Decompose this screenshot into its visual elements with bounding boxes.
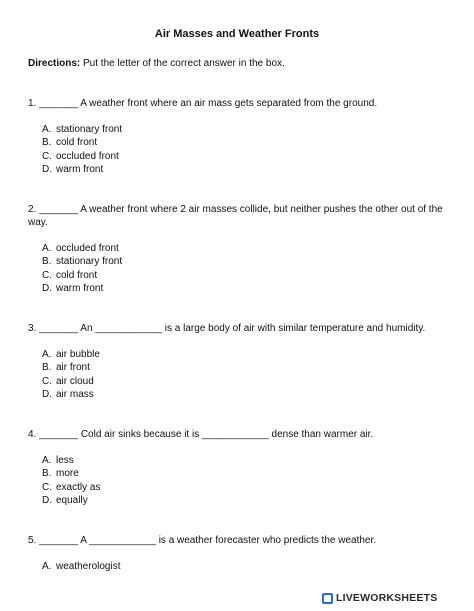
option-letter: D. [42, 282, 52, 294]
option-text: air cloud [56, 375, 94, 387]
question-2: 2. _______ A weather front where 2 air masses collide, but neither pushes the other out of the way. [28, 204, 443, 228]
option[interactable] [42, 494, 100, 507]
option-text: exactly as [56, 481, 101, 493]
option-letter: B. [42, 137, 52, 149]
option[interactable] [42, 361, 100, 374]
worksheet-title: Air Masses and Weather Fronts [154, 28, 320, 40]
option-text: occluded front [56, 243, 119, 254]
option-text: warm front [56, 282, 104, 294]
option-text: air bubble [56, 349, 100, 360]
option[interactable] [42, 375, 100, 388]
question-1-options [42, 123, 122, 176]
question-3: 3. _______ An ____________ is a large body of air with similar temperature and humidity. [28, 323, 426, 334]
question-4-options [42, 454, 100, 507]
option-text: weatherologist [56, 561, 121, 572]
question-5: 5. _______ A ____________ is a weather forecaster who predicts the weather. [28, 535, 377, 546]
option-letter: B. [42, 468, 52, 480]
option[interactable] [42, 348, 100, 361]
option-letter: A. [42, 124, 52, 135]
option[interactable] [42, 163, 122, 176]
option[interactable] [42, 560, 120, 573]
option-letter: D. [42, 494, 52, 506]
option[interactable] [42, 255, 122, 268]
option-letter: C. [42, 150, 52, 162]
question-3-options [42, 348, 100, 401]
question-1: 1. _______ A weather front where an air mass gets separated from the ground. [28, 98, 378, 109]
option-letter: B. [42, 256, 52, 268]
option-text: cold front [56, 269, 98, 281]
option-text: air front [56, 362, 90, 374]
option-letter: A. [42, 455, 52, 466]
option[interactable] [42, 136, 122, 149]
question-5-options [42, 560, 120, 573]
directions [28, 58, 285, 69]
question-2-options [42, 242, 122, 295]
option-letter: D. [42, 163, 52, 175]
option-text: stationary front [56, 124, 123, 135]
option-text: more [56, 468, 79, 480]
option[interactable] [42, 123, 122, 136]
option-letter: A. [42, 561, 52, 572]
liveworksheets-logo-icon [322, 593, 333, 604]
option[interactable] [42, 150, 122, 163]
option-text: less [56, 455, 74, 466]
option-text: air mass [56, 388, 94, 400]
option-text: equally [56, 494, 88, 506]
option-letter: C. [42, 269, 52, 281]
option-letter: A. [42, 349, 52, 360]
option-text: occluded front [56, 150, 119, 162]
option-letter: A. [42, 243, 52, 254]
option-letter: C. [42, 375, 52, 387]
option[interactable] [42, 282, 122, 295]
directions-text: Put the letter of the correct answer in the box. [80, 58, 285, 69]
option-letter: D. [42, 388, 52, 400]
question-4: 4. _______ Cold air sinks because it is ____________ dense than warmer air. [28, 429, 374, 440]
option-text: cold front [56, 137, 98, 149]
directions-label: Directions: [28, 58, 81, 69]
option[interactable] [42, 481, 100, 494]
option[interactable] [42, 467, 100, 480]
option-letter: B. [42, 362, 52, 374]
liveworksheets-logo [322, 592, 437, 604]
brand-text: LIVEWORKSHEETS [336, 592, 438, 604]
option[interactable] [42, 454, 100, 467]
option[interactable] [42, 242, 122, 255]
option[interactable] [42, 269, 122, 282]
option-text: stationary front [56, 256, 123, 268]
option[interactable] [42, 388, 100, 401]
option-letter: C. [42, 481, 52, 493]
option-text: warm front [56, 163, 104, 175]
